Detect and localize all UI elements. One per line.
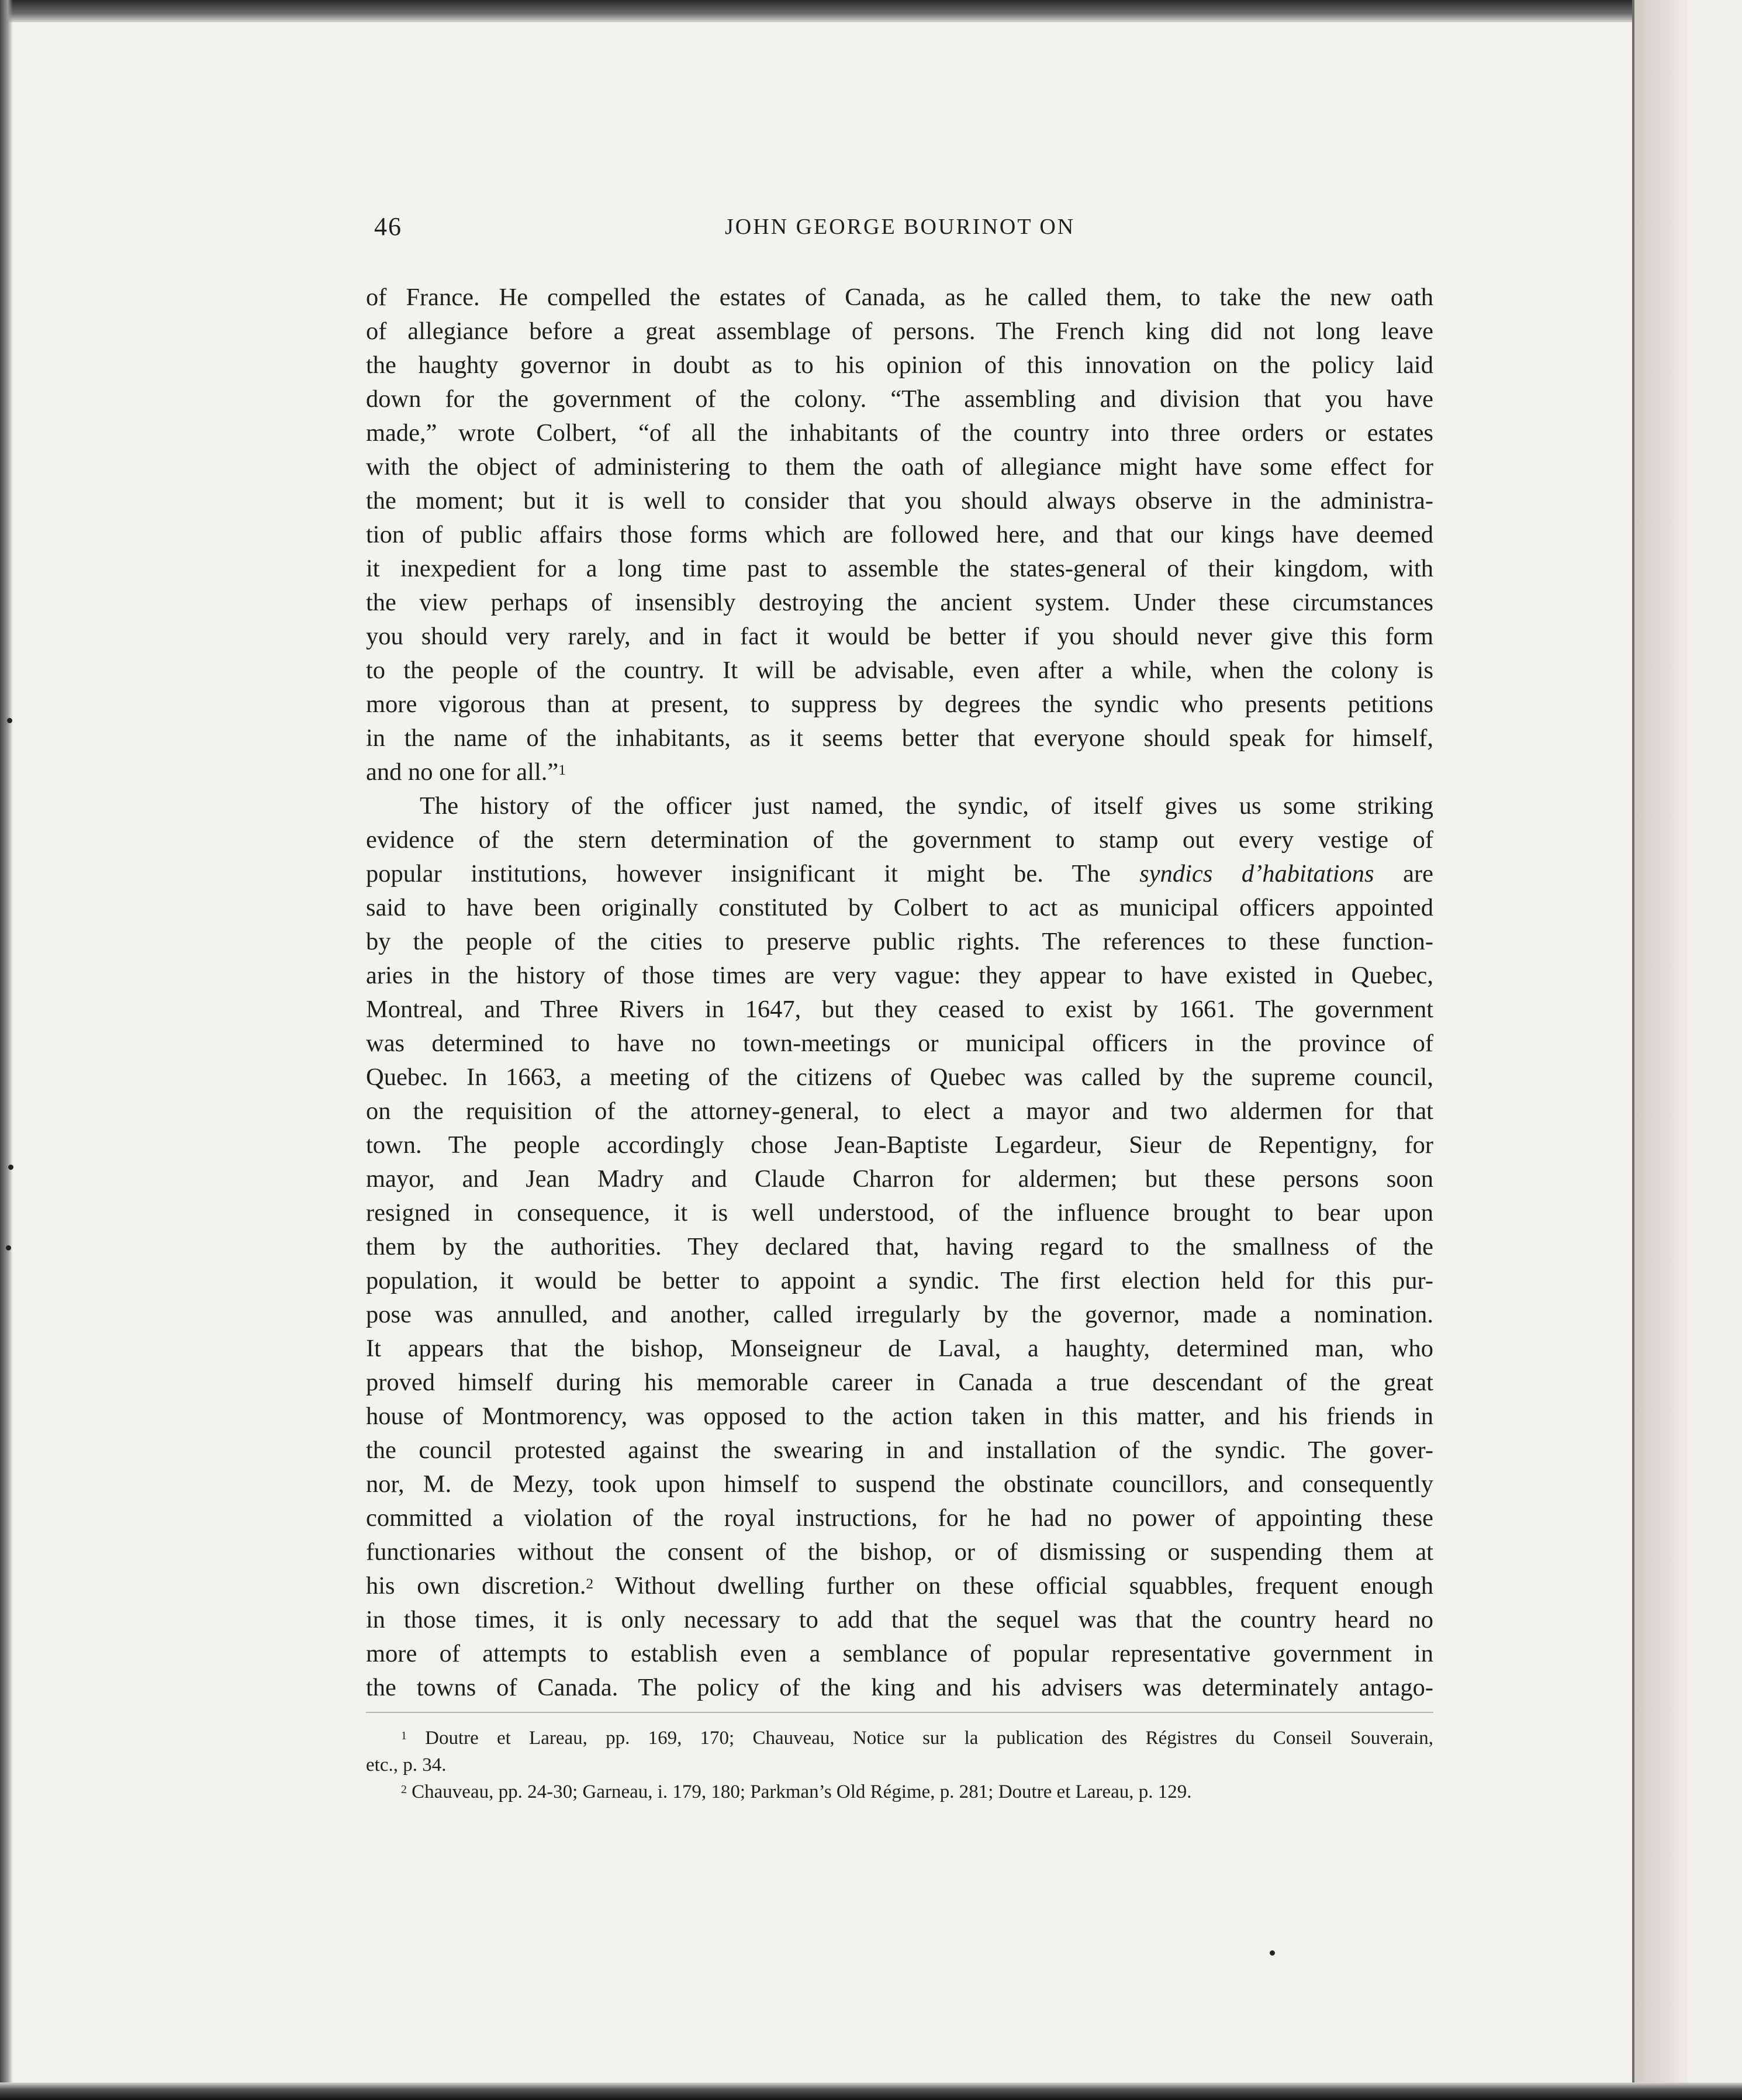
running-head: [374, 212, 1520, 247]
text-line: it inexpedient for a long time past to assemble the states-general of their kingdom, with: [366, 555, 1433, 582]
text-line: down for the government of the colony. “The assembling and division that you have: [366, 385, 1433, 413]
italic-term: syndics d’habitations: [1139, 860, 1374, 887]
text-line: said to have been originally constituted by Colbert to act as municipal officers appointed: [366, 894, 1433, 921]
scan-border-left: [0, 0, 13, 2100]
text-line: Quebec. In 1663, a meeting of the citizens of Quebec was called by the supreme council,: [366, 1063, 1433, 1091]
text-line: the view perhaps of insensibly destroying the ancient system. Under these circumstances: [366, 589, 1433, 616]
text-line: the council protested against the swearing in and installation of the syndic. The gover-: [366, 1436, 1433, 1464]
text-line: evidence of the stern determination of the government to stamp out every vestige of: [366, 826, 1433, 854]
text-line: [366, 857, 1433, 891]
text-span: are: [1403, 860, 1433, 887]
footnote-1: [366, 1725, 1433, 1752]
text-line: made,” wrote Colbert, “of all the inhabitants of the country into three orders or estates: [366, 419, 1433, 447]
page-fold-shadow: [1634, 0, 1687, 2100]
text-line: resigned in consequence, it is well understood, of the influence brought to bear upon: [366, 1199, 1433, 1227]
text-line: The history of the officer just named, the syndic, of itself gives us some striking: [420, 792, 1433, 820]
text-line: them by the authorities. They declared that, having regard to the smallness of the: [366, 1233, 1433, 1260]
text-line: to the people of the country. It will be advisable, even after a while, when the colony is: [366, 657, 1433, 684]
text-line: in the name of the inhabitants, as it seems better that everyone should speak for himself,: [366, 724, 1433, 752]
paragraph-2-end: [366, 1603, 1433, 1705]
text-line: in those times, it is only necessary to add that the sequel was that the country heard no: [366, 1606, 1433, 1633]
text-span: Without dwelling further on these official squabbles, frequent enough: [593, 1572, 1433, 1600]
text-line: committed a violation of the royal instructions, for he had no power of appointing these: [366, 1504, 1433, 1532]
text-line: Montreal, and Three Rivers in 1647, but they ceased to exist by 1661. The government: [366, 996, 1433, 1023]
text-line: [366, 1569, 1433, 1603]
text-line: nor, M. de Mezy, took upon himself to suspend the obstinate councillors, and consequently: [366, 1470, 1433, 1498]
text-line: mayor, and Jean Madry and Claude Charron for aldermen; but these persons soon: [366, 1165, 1433, 1193]
text-line: more of attempts to establish even a semblance of popular representative government in: [366, 1640, 1433, 1667]
paragraph-1: [366, 281, 1433, 755]
ink-speck: [7, 718, 12, 723]
footnote-text: Doutre et Lareau, pp. 169, 170; Chauveau, Notice sur la publication des Régistres du Conseil Souverain,: [406, 1728, 1433, 1749]
text-span: his own discretion.: [366, 1572, 586, 1600]
text-line: the moment; but it is well to consider that you should always observe in the administra-: [366, 487, 1433, 514]
text-line: aries in the history of those times are very vague: they appear to have existed in Quebec,: [366, 962, 1433, 989]
footnote-2: [366, 1778, 1433, 1805]
text-line: the haughty governor in doubt as to his opinion of this innovation on the policy laid: [366, 351, 1433, 379]
text-line: town. The people accordingly chose Jean-Baptiste Legardeur, Sieur de Repentigny, for: [366, 1131, 1433, 1159]
body-text: [366, 281, 1433, 1705]
footnote-text: Chauveau, pp. 24-30; Garneau, i. 179, 180; Parkman’s Old Régime, p. 281; Doutre et Lareau, p. 129.: [406, 1781, 1192, 1802]
footnote-rule: [366, 1712, 1433, 1713]
text-line: by the people of the cities to preserve public rights. The references to these function-: [366, 928, 1433, 955]
footnote-1-cont: etc., p. 34.: [366, 1754, 447, 1776]
text-line: was determined to have no town-meetings or municipal officers in the province of: [366, 1030, 1433, 1057]
text-line: house of Montmorency, was opposed to the action taken in this matter, and his friends in: [366, 1403, 1433, 1430]
paragraph-2: [366, 891, 1433, 1569]
text-line: of allegiance before a great assemblage of persons. The French king did not long leave: [366, 317, 1433, 345]
footnote-mark-2: 2: [401, 1783, 407, 1796]
running-title: JOHN GEORGE BOURINOT ON: [725, 215, 1076, 239]
facing-page-edge: [1687, 0, 1742, 2100]
scan-border-top: [0, 0, 1742, 22]
text-line: you should very rarely, and in fact it would be better if you should never give this form: [366, 623, 1433, 650]
text-span: popular institutions, however insignificant it might be. The: [366, 860, 1111, 887]
scan-border-bottom: [0, 2082, 1742, 2100]
footnote-ref-1: 1: [558, 761, 566, 778]
text-line: [366, 755, 1433, 789]
text-line: tion of public affairs those forms which are followed here, and that our kings have deemed: [366, 521, 1433, 548]
footnote-mark-1: 1: [401, 1729, 407, 1742]
text-line: the towns of Canada. The policy of the king and his advisers was determinately antago-: [366, 1674, 1433, 1701]
ink-speck: [8, 1165, 13, 1170]
footnote-ref-2: 2: [586, 1575, 594, 1592]
text-span: and no one for all.”: [366, 758, 559, 786]
ink-speck: [1270, 1950, 1275, 1956]
text-line: more vigorous than at present, to suppress by degrees the syndic who presents petitions: [366, 690, 1433, 718]
text-line: of France. He compelled the estates of Canada, as he called them, to take the new oath: [366, 284, 1433, 311]
text-line: population, it would be better to appoint a syndic. The first election held for this pur-: [366, 1267, 1433, 1294]
text-line: functionaries without the consent of the bishop, or of dismissing or suspending them at: [366, 1538, 1433, 1566]
ink-speck: [6, 1245, 11, 1251]
footnotes: [366, 1725, 1433, 1805]
text-line: pose was annulled, and another, called irregularly by the governor, made a nomination.: [366, 1301, 1433, 1328]
text-line: with the object of administering to them the oath of allegiance might have some effect for: [366, 453, 1433, 481]
page-number: 46: [374, 212, 402, 241]
text-line: on the requisition of the attorney-general, to elect a mayor and two aldermen for that: [366, 1097, 1433, 1125]
text-line: It appears that the bishop, Monseigneur de Laval, a haughty, determined man, who: [366, 1335, 1433, 1362]
text-line: proved himself during his memorable career in Canada a true descendant of the great: [366, 1369, 1433, 1396]
